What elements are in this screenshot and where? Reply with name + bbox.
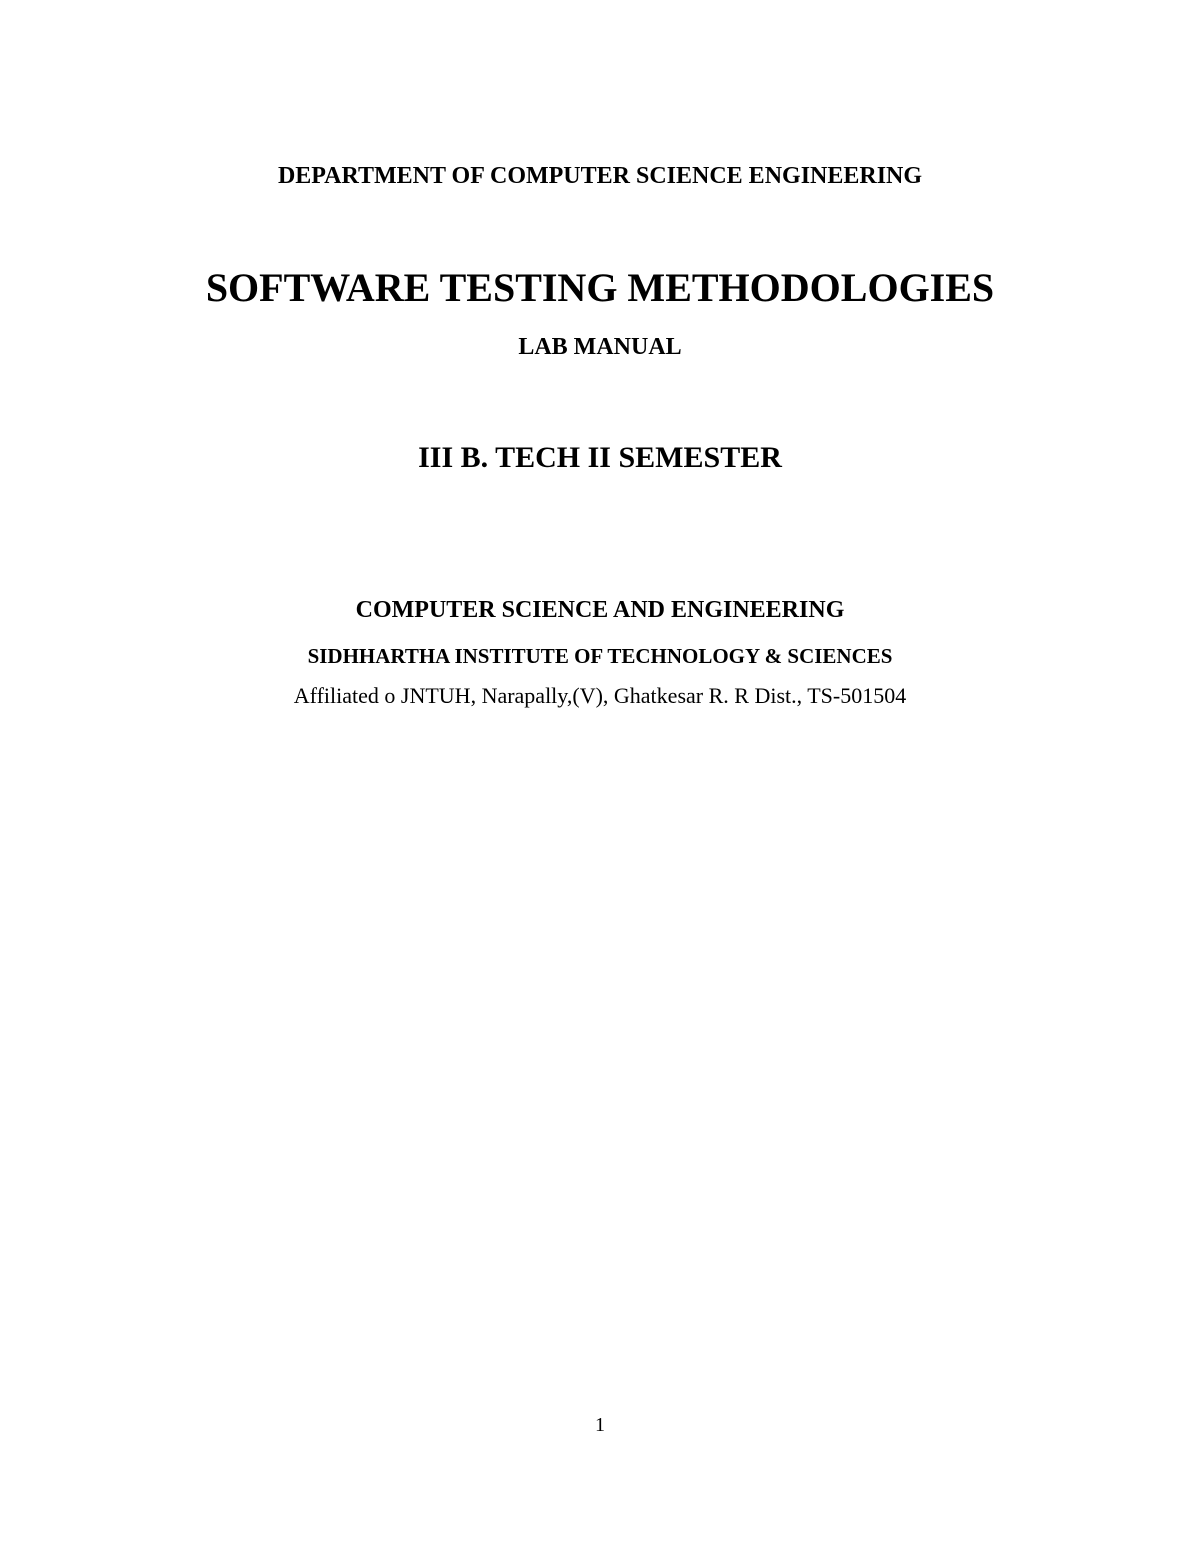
course-title: SOFTWARE TESTING METHODOLOGIES [205, 265, 995, 310]
affiliation-address: Affiliated o JNTUH, Narapally,(V), Ghatkesar R. R Dist., TS-501504 [293, 683, 907, 708]
institute-name: SIDHHARTHA INSTITUTE OF TECHNOLOGY & SCIENCES [307, 644, 893, 668]
department-heading: DEPARTMENT OF COMPUTER SCIENCE ENGINEERING [277, 163, 923, 189]
semester-heading: III B. TECH II SEMESTER [418, 441, 782, 474]
manual-type-label: LAB MANUAL [518, 334, 682, 360]
program-name: COMPUTER SCIENCE AND ENGINEERING [355, 597, 845, 623]
page-number: 1 [595, 1414, 605, 1436]
